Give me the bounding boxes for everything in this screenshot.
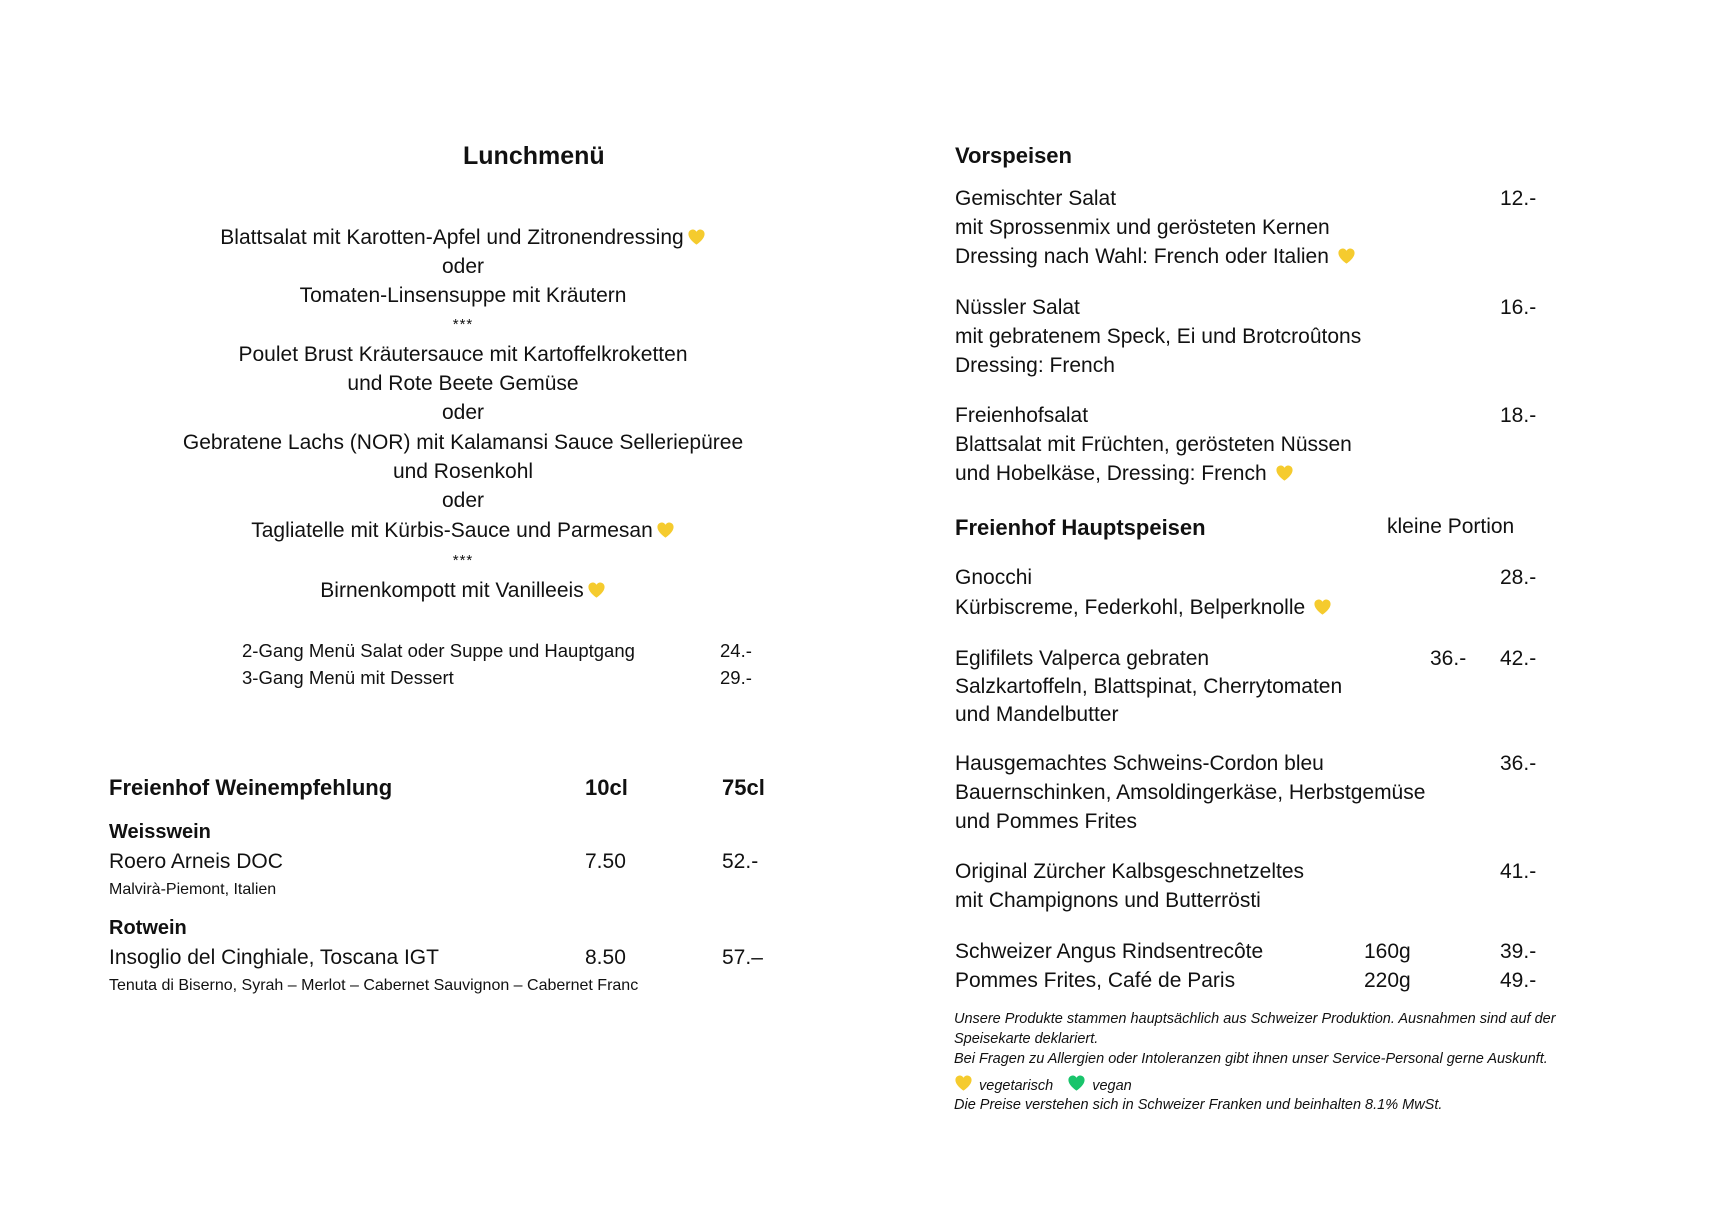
lunch-separator: *** <box>452 552 474 569</box>
dish-name: Nüssler Salat <box>955 296 1080 319</box>
menu-price-label: 3-Gang Menü mit Dessert <box>242 667 454 688</box>
footer-note: Speisekarte deklariert. <box>954 1031 1099 1047</box>
dish-price: 39.- <box>1500 940 1537 963</box>
dish-name: Hausgemachtes Schweins-Cordon bleu <box>955 752 1324 775</box>
dish-price: 18.- <box>1500 404 1537 427</box>
vegetarian-heart-icon <box>954 1074 973 1093</box>
wine-detail: Malvirà-Piemont, Italien <box>109 881 277 898</box>
menu-price: 24.- <box>720 640 752 661</box>
menu-price: 29.- <box>720 667 752 688</box>
lunch-line: und Rosenkohl <box>392 460 534 483</box>
dish-name: Gnocchi <box>955 566 1033 589</box>
vegetarian-heart-icon <box>1275 464 1294 483</box>
dish-description: Pommes Frites, Café de Paris <box>955 969 1236 992</box>
dish-price: 42.- <box>1500 647 1537 670</box>
dish-description: und Hobelkäse, Dressing: French <box>955 462 1294 486</box>
legend-vegetarian: vegetarisch <box>979 1078 1054 1094</box>
vegetarian-heart-icon <box>1337 247 1356 266</box>
small-portion-label: kleine Portion <box>1387 515 1515 538</box>
lunch-line: Tomaten-Linsensuppe mit Kräutern <box>299 284 627 307</box>
footer-note: Unsere Produkte stammen hauptsächlich aus Schweizer Produktion. Ausnahmen sind auf der <box>954 1011 1556 1027</box>
lunch-line: oder <box>441 401 485 424</box>
dish-price: 36.- <box>1500 752 1537 775</box>
dish-description: Kürbiscreme, Federkohl, Belperknolle <box>955 596 1332 620</box>
lunch-separator: *** <box>452 316 474 333</box>
wine-name: Roero Arneis DOC <box>109 850 283 873</box>
starters-title: Vorspeisen <box>955 143 1072 168</box>
wine-price-10cl: 7.50 <box>585 850 626 873</box>
lunch-line: Blattsalat mit Karotten-Apfel und Zitronendressing <box>0 226 926 250</box>
lunch-line: und Rote Beete Gemüse <box>347 372 579 395</box>
dish-price: 49.- <box>1500 969 1537 992</box>
mains-title: Freienhof Hauptspeisen <box>955 515 1206 540</box>
wine-section-red: Rotwein <box>109 917 187 939</box>
vegetarian-heart-icon <box>656 521 675 540</box>
dish-description: mit Sprossenmix und gerösteten Kernen <box>955 216 1330 239</box>
lunch-line: Gebratene Lachs (NOR) mit Kalamansi Sauce Selleriepüree <box>182 431 744 454</box>
legend-vegan: vegan <box>1092 1078 1132 1094</box>
dish-name: Freienhofsalat <box>955 404 1089 427</box>
vegan-heart-icon <box>1067 1074 1086 1093</box>
lunch-line: Tagliatelle mit Kürbis-Sauce und Parmesan <box>0 519 926 543</box>
lunch-line: Birnenkompott mit Vanilleeis <box>0 579 926 603</box>
vegetarian-heart-icon <box>1313 598 1332 617</box>
lunch-line: Poulet Brust Kräutersauce mit Kartoffelkroketten <box>238 343 688 366</box>
wine-price-75cl: 57.– <box>722 946 763 969</box>
dish-description: mit gebratenem Speck, Ei und Brotcroûtons <box>955 325 1362 348</box>
dish-weight: 160g <box>1364 940 1411 963</box>
dish-weight: 220g <box>1364 969 1411 992</box>
wine-col-10cl: 10cl <box>585 775 628 800</box>
wine-price-75cl: 52.- <box>722 850 759 873</box>
footer-note: Bei Fragen zu Allergien oder Intoleranzen gibt ihnen unser Service-Personal gerne Auskunft. <box>954 1051 1548 1067</box>
legend <box>954 1074 1132 1094</box>
wine-col-75cl: 75cl <box>722 775 765 800</box>
footer-note: Die Preise verstehen sich in Schweizer Franken und beinhalten 8.1% MwSt. <box>954 1097 1443 1113</box>
vegetarian-heart-icon <box>587 581 606 600</box>
dish-description: Blattsalat mit Früchten, gerösteten Nüssen <box>955 433 1352 456</box>
dish-description: Dressing nach Wahl: French oder Italien <box>955 245 1356 269</box>
dish-price: 28.- <box>1500 566 1537 589</box>
dish-name: Original Zürcher Kalbsgeschnetzeltes <box>955 860 1305 883</box>
wine-name: Insoglio del Cinghiale, Toscana IGT <box>109 946 439 969</box>
wine-detail: Tenuta di Biserno, Syrah – Merlot – Cabernet Sauvignon – Cabernet Franc <box>109 977 639 994</box>
wine-price-10cl: 8.50 <box>585 946 626 969</box>
dish-small-price: 36.- <box>1430 647 1467 670</box>
menu-price-label: 2-Gang Menü Salat oder Suppe und Hauptgang <box>242 640 635 661</box>
wine-section-white: Weisswein <box>109 821 211 843</box>
dish-description: und Pommes Frites <box>955 810 1138 833</box>
dish-price: 12.- <box>1500 187 1537 210</box>
dish-description: Bauernschinken, Amsoldingerkäse, Herbstgemüse <box>955 781 1426 804</box>
lunch-line: oder <box>441 255 485 278</box>
dish-description: und Mandelbutter <box>955 703 1119 726</box>
wine-title: Freienhof Weinempfehlung <box>109 775 393 800</box>
lunch-line: oder <box>441 489 485 512</box>
dish-price: 16.- <box>1500 296 1537 319</box>
dish-description: mit Champignons und Butterrösti <box>955 889 1261 912</box>
dish-name: Gemischter Salat <box>955 187 1117 210</box>
dish-price: 41.- <box>1500 860 1537 883</box>
vegetarian-heart-icon <box>687 228 706 247</box>
dish-name: Eglifilets Valperca gebraten <box>955 647 1210 670</box>
dish-name: Schweizer Angus Rindsentrecôte <box>955 940 1264 963</box>
dish-description: Dressing: French <box>955 354 1115 377</box>
dish-description: Salzkartoffeln, Blattspinat, Cherrytomaten <box>955 675 1343 698</box>
